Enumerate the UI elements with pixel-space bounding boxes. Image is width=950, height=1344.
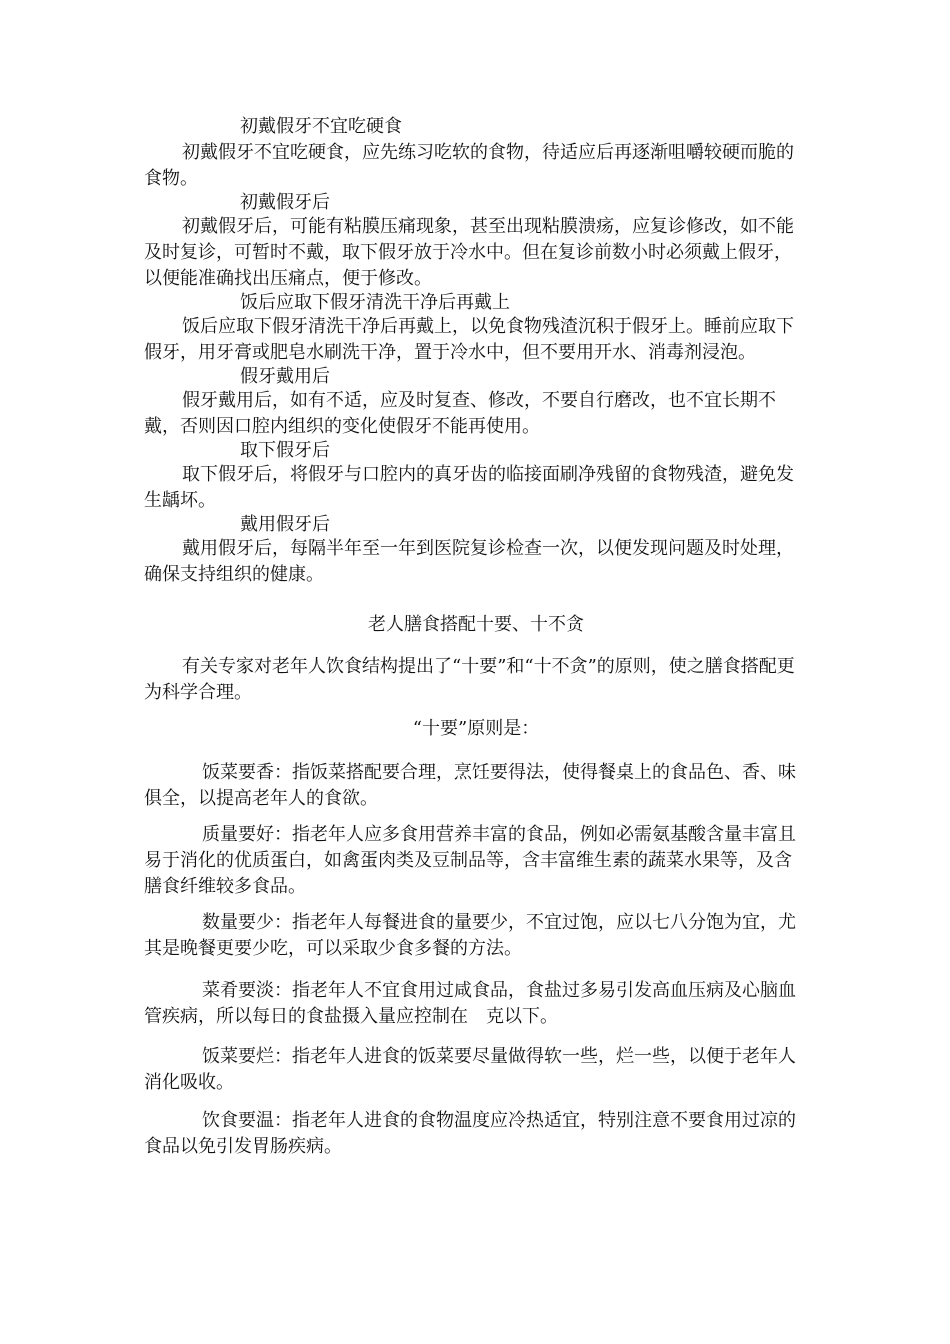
- section-title: 老人膳食搭配十要、十不贪: [368, 614, 584, 635]
- paragraph-after-use: 假牙戴用后，如有不适，应及时复查、修改，不要自行磨改，也不宜长期不戴，否则因口腔内组织的变化使假牙不能再使用。: [144, 390, 776, 437]
- heading-checkup: 戴用假牙后: [240, 514, 330, 535]
- rule-warm: 饮食要温：指老年人进食的食物温度应冷热适宜，特别注意不要食用过凉的食品以免引发胃肠疾病。: [144, 1110, 796, 1157]
- rule-soft: 饭菜要烂：指老年人进食的饭菜要尽量做得软一些，烂一些，以便于老年人消化吸收。: [144, 1046, 796, 1093]
- intro-paragraph: 有关专家对老年人饮食结构提出了“十要”和“十不贪”的原则，使之膳食搭配更为科学合理。: [144, 656, 795, 703]
- heading-clean-after-meal: 饭后应取下假牙清洗干净后再戴上: [240, 292, 510, 313]
- rule-quality: 质量要好：指老年人应多食用营养丰富的食品，例如必需氨基酸含量丰富且易于消化的优质蛋白，如禽蛋肉类及豆制品等，含丰富维生素的蔬菜水果等，及含膳食纤维较多食品。: [144, 824, 796, 897]
- paragraph-no-hard-food: 初戴假牙不宜吃硬食，应先练习吃软的食物，待适应后再逐渐咀嚼较硬而脆的食物。: [144, 142, 794, 189]
- paragraph-clean-after-meal: 饭后应取下假牙清洗干净后再戴上，以免食物残渣沉积于假牙上。睡前应取下假牙，用牙膏或肥皂水刷洗干净，置于冷水中，但不要用开水、消毒剂浸泡。: [144, 316, 794, 363]
- rule-quantity: 数量要少：指老年人每餐进食的量要少，不宜过饱，应以七八分饱为宜，尤其是晚餐更要少吃，可以采取少食多餐的方法。: [144, 912, 796, 959]
- paragraph-first-wear: 初戴假牙后，可能有粘膜压痛现象，甚至出现粘膜溃疡，应复诊修改，如不能及时复诊，可暂时不戴，取下假牙放于冷水中。但在复诊前数小时必须戴上假牙，以便能准确找出压痛点，便于修改。: [144, 216, 794, 289]
- rule-light: 菜肴要淡：指老年人不宜食用过咸食品，食盐过多易引发高血压病及心脑血管疾病，所以每日的食盐摄入量应控制在 克以下。: [144, 980, 796, 1027]
- heading-after-removal: 取下假牙后: [240, 440, 330, 461]
- rule-fragrant: 饭菜要香：指饭菜搭配要合理，烹饪要得法，使得餐桌上的食品色、香、味俱全，以提高老年人的食欲。: [144, 762, 796, 809]
- heading-after-use: 假牙戴用后: [240, 366, 330, 387]
- rules-subtitle: “十要”原则是：: [412, 718, 540, 739]
- paragraph-checkup: 戴用假牙后，每隔半年至一年到医院复诊检查一次，以便发现问题及时处理，确保支持组织的健康。: [144, 538, 794, 585]
- heading-no-hard-food: 初戴假牙不宜吃硬食: [240, 116, 402, 137]
- paragraph-after-removal: 取下假牙后，将假牙与口腔内的真牙齿的临接面刷净残留的食物残渣，避免发生龋坏。: [144, 464, 794, 511]
- heading-first-wear: 初戴假牙后: [240, 192, 330, 213]
